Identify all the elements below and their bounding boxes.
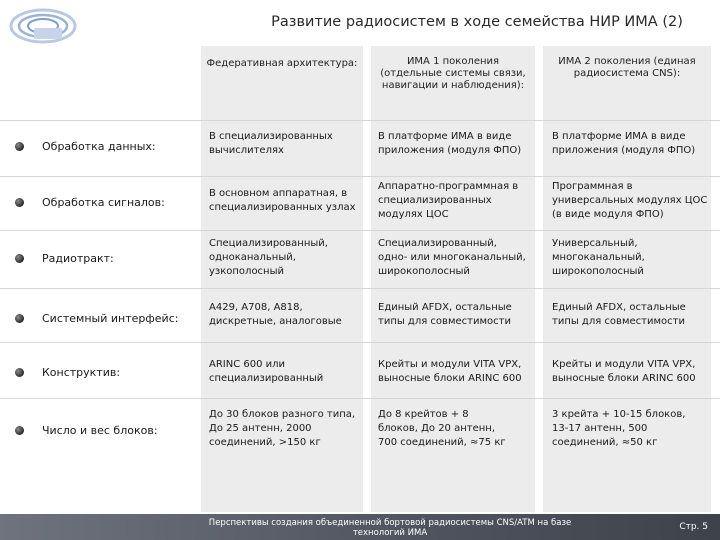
cell: Единый AFDX, остальные типы для совместимости xyxy=(378,302,512,327)
row-band xyxy=(0,342,720,343)
bullet-icon xyxy=(15,142,24,151)
row-band xyxy=(0,120,720,121)
cell: До 30 блоков разного типа, До 25 антенн, 2000 соединений, >150 кг xyxy=(209,409,356,448)
row-label-signal-processing: Обработка сигналов: xyxy=(42,196,165,209)
row-label-design: Конструктив: xyxy=(42,366,121,379)
cell: Специализированный, одно- или многоканальный, широкополосный xyxy=(378,238,526,277)
cell: В основном аппаратная, в специализированных узлах xyxy=(209,188,356,213)
logo-icon xyxy=(8,6,78,46)
cell: Универсальный, многоканальный, широкополосный xyxy=(552,238,645,277)
cell: Аппаратно-программная в специализированных модулях ЦОС xyxy=(378,181,519,220)
footer xyxy=(0,514,720,540)
bullet-icon xyxy=(15,198,24,207)
row-label-blocks: Число и вес блоков: xyxy=(42,424,158,437)
cell: ARINC 600 или специализированный xyxy=(209,359,324,384)
cell: Специализированный, одноканальный, узкополосный xyxy=(209,238,328,277)
row-label-radio-path: Радиотракт: xyxy=(42,252,114,265)
page-number: Стр. 5 xyxy=(679,522,708,532)
header-federated: Федеративная архитектура: xyxy=(206,58,358,69)
header-ima2: ИМА 2 поколения (единая радиосистема CNS): xyxy=(558,56,696,79)
cell: Крейты и модули VITA VPX, выносные блоки ARINC 600 xyxy=(378,359,522,384)
page-title: Развитие радиосистем в ходе семейства НИР ИМА (2) xyxy=(271,14,683,30)
bullet-icon xyxy=(15,368,24,377)
cell: В платформе ИМА в виде приложения (модуля ФПО) xyxy=(378,131,522,156)
bullet-icon xyxy=(15,314,24,323)
cell: 3 крейта + 10-15 блоков, 13-17 антенн, 500 соединений, ≈50 кг xyxy=(552,409,686,448)
footer-text: Перспективы создания объединенной бортовой радиосистемы CNS/ATM на базе технологий ИМА xyxy=(208,518,572,538)
cell: В специализированных вычислителях xyxy=(209,131,333,156)
row-band xyxy=(0,288,720,289)
bullet-icon xyxy=(15,426,24,435)
bullet-icon xyxy=(15,254,24,263)
cell: Программная в универсальных модулях ЦОС (в виде модуля ФПО) xyxy=(552,181,708,220)
cell: До 8 крейтов + 8 блоков, До 20 антенн, 700 соединений, ≈75 кг xyxy=(378,409,506,448)
row-label-system-interface: Системный интерфейс: xyxy=(42,312,179,325)
row-band xyxy=(0,398,720,399)
row-band xyxy=(0,230,720,231)
header-ima1: ИМА 1 поколения (отдельные системы связи, навигации и наблюдения): xyxy=(380,56,526,91)
row-label-data-processing: Обработка данных: xyxy=(42,140,156,153)
cell: Крейты и модули VITA VPX, выносные блоки ARINC 600 xyxy=(552,359,696,384)
cell: В платформе ИМА в виде приложения (модуля ФПО) xyxy=(552,131,696,156)
row-band xyxy=(0,176,720,177)
cell: Единый AFDX, остальные типы для совместимости xyxy=(552,302,686,327)
cell: A429, A708, A818, дискретные, аналоговые xyxy=(209,302,342,327)
